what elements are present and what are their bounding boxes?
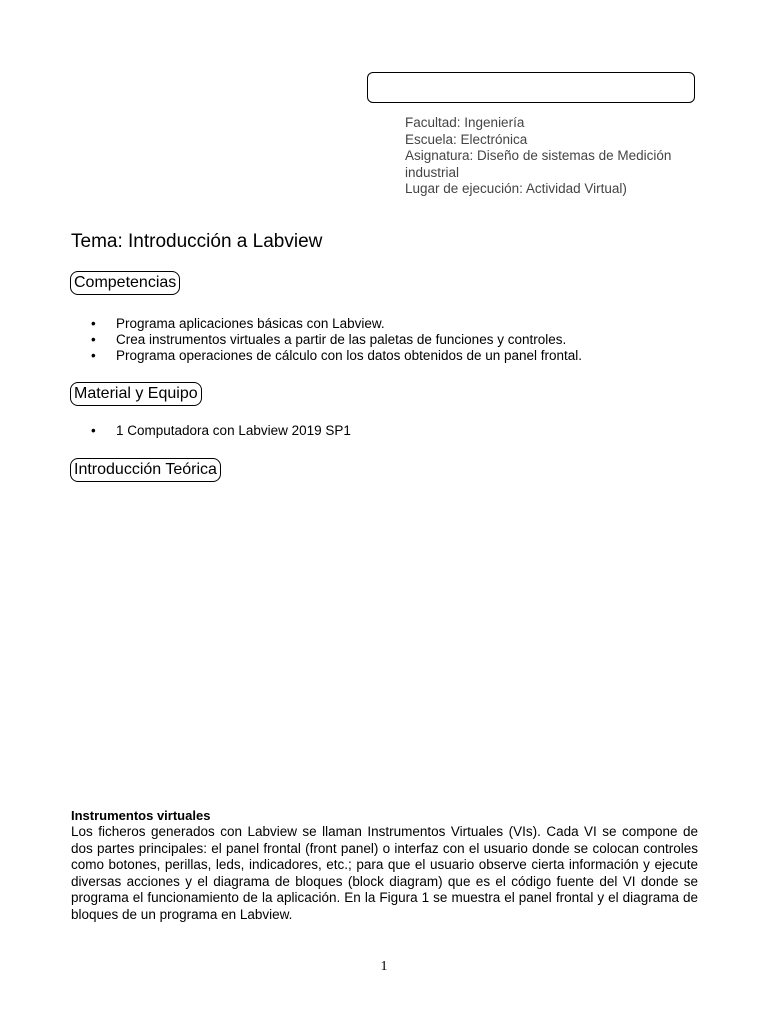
bullet-icon: • (91, 316, 96, 331)
list-item: • Programa aplicaciones básicas con Labview. (91, 316, 385, 331)
escuela-line: Escuela: Electrónica (405, 131, 528, 147)
competencias-heading: Competencias (70, 271, 180, 295)
instrumentos-paragraph: Los ficheros generados con Labview se llaman Instrumentos Virtuales (VIs). Cada VI se compone de dos partes principales: el panel frontal (front panel) o interfaz con el usuario donde se colocan controles como botones, perillas, leds, indicadores, etc.; para que el usuario observe cierta información y ejecute diversas acciones y el diagrama de bloques (block diagram) que es el código fuente del VI donde se programa el funcionamiento de la aplicación. En la Figura 1 se muestra el panel frontal y el diagrama de bloques de un programa en Labview. (71, 824, 698, 922)
topic-title: Tema: Introducción a Labview (71, 231, 323, 252)
introduccion-heading-wrap (70, 458, 221, 482)
introduccion-heading: Introducción Teórica (70, 458, 221, 482)
material-list (71, 423, 711, 439)
page-number: 1 (380, 959, 388, 974)
bullet-icon: • (91, 348, 96, 364)
material-heading-wrap (70, 382, 202, 406)
competencias-heading-wrap (70, 271, 180, 295)
lugar-line: Lugar de ejecución: Actividad Virtual) (405, 181, 627, 196)
list-item: • Crea instrumentos virtuales a partir de las paletas de funciones y controles. (91, 332, 567, 348)
list-item: • Programa operaciones de cálculo con los datos obtenidos de un panel frontal. (91, 348, 583, 364)
header-empty-box (367, 72, 695, 103)
competencias-list (71, 316, 711, 365)
list-item: • 1 Computadora con Labview 2019 SP1 (91, 423, 351, 438)
facultad-line: Facultad: Ingeniería (405, 115, 525, 130)
bullet-icon: • (91, 332, 96, 348)
bullet-icon: • (91, 423, 96, 438)
instrumentos-heading: Instrumentos virtuales (71, 808, 211, 823)
asignatura-line: Asignatura: Diseño de sistemas de Medición industrial (405, 148, 672, 180)
course-metadata (405, 115, 695, 198)
material-heading: Material y Equipo (70, 382, 202, 406)
